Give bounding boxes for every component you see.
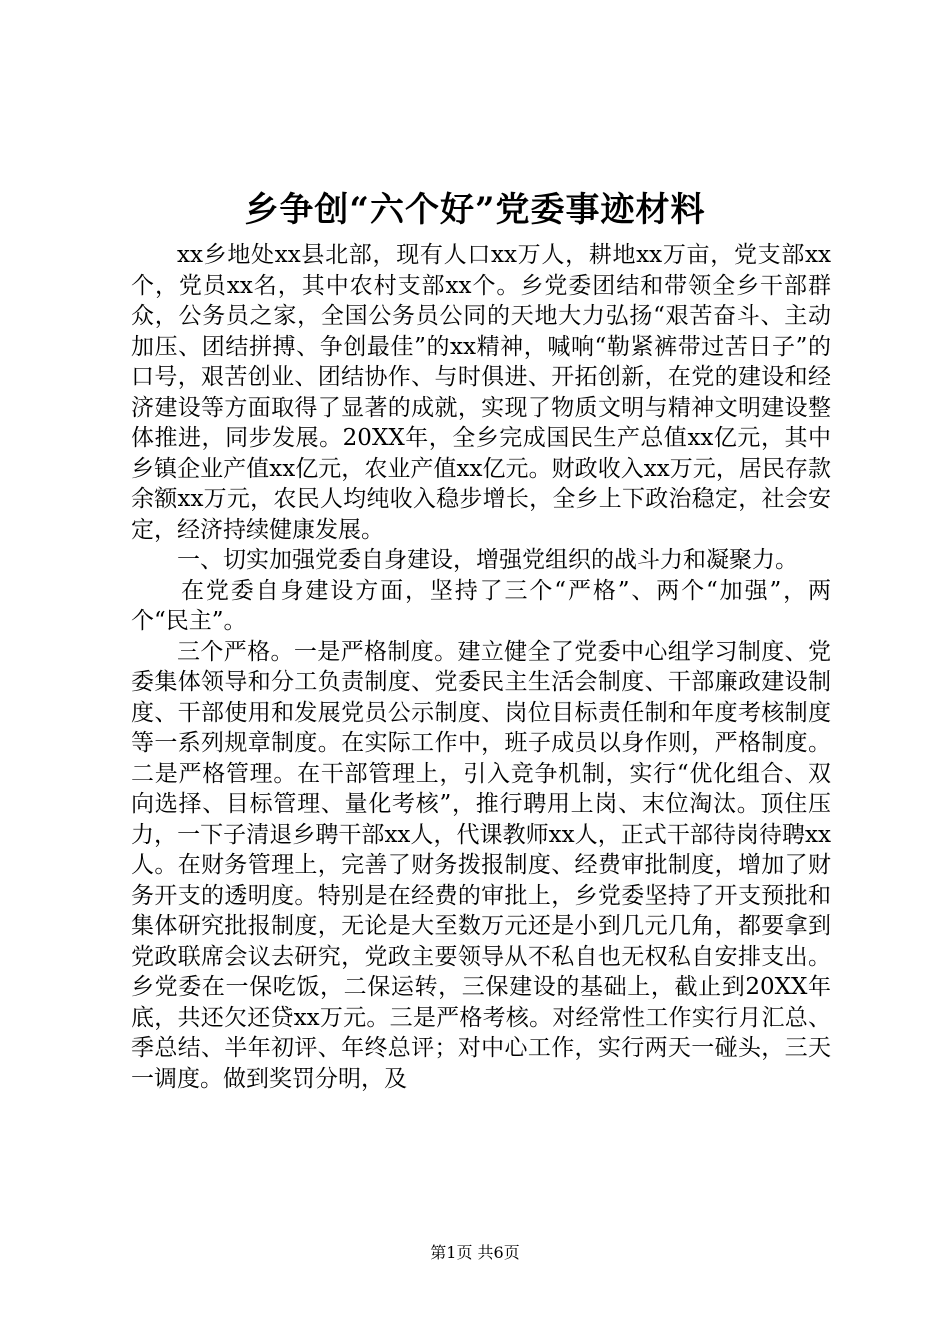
paragraph-section-heading: 一、切实加强党委自身建设，增强党组织的战斗力和凝聚力。 [177,547,798,573]
document-title: 乡争创“六个好”党委事迹材料 [244,190,706,230]
paragraph-summary: 在党委自身建设方面，坚持了三个“严格”、两个“加强”，两个“民主”。 [131,577,831,634]
document-body [131,240,831,1094]
page-number-footer: 第1页 共6页 [430,1243,520,1262]
paragraph-three-strict: 三个严格。一是严格制度。建立健全了党委中心组学习制度、党委集体领导和分工负责制度、党委民主生活会制度、干部廉政建设制度、干部使用和发展党员公示制度、岗位目标责任制和年度考核制度等一系列规章制度。在实际工作中，班子成员以身作则，严格制度。二是严格管理。在干部管理上，引入竞争机制，实行“优化组合、双向选择、目标管理、量化考核”，推行聘用上岗、末位淘汰。顶住压力，一下子清退乡聘干部xx人，代课教师xx人，正式干部待岗待聘xx人。在财务管理上，完善了财务拨报制度、经费审批制度，增加了财务开支的透明度。特别是在经费的审批上，乡党委坚持了开支预批和集体研究批报制度，无论是大至数万元还是小到几元几角，都要拿到党政联席会议去研究，党政主要领导从不私自也无权私自安排支出。乡党委在一保吃饭，二保运转，三保建设的基础上，截止到20XX年底，共还欠还贷xx万元。三是严格考核。对经常性工作实行月汇总、季总结、半年初评、年终总评；对中心工作，实行两天一碰头，三天一调度。做到奖罚分明，及 [131,638,831,1092]
paragraph-intro: xx乡地处xx县北部，现有人口xx万人，耕地xx万亩，党支部xx个，党员xx名，其中农村支部xx个。乡党委团结和带领全乡干部群众，公务员之家，全国公务员公同的天地大力弘扬“艰苦奋斗、主动加压、团结拼搏、争创最佳”的xx精神，喊响“勒紧裤带过苦日子”的口号，艰苦创业、团结协作、与时俱进、开拓创新，在党的建设和经济建设等方面取得了显著的成就，实现了物质文明与精神文明建设整体推进，同步发展。20XX年，全乡完成国民生产总值xx亿元，其中乡镇企业产值xx亿元，农业产值xx亿元。财政收入xx万元，居民存款余额xx万元，农民人均纯收入稳步增长，全乡上下政治稳定，社会安定，经济持续健康发展。 [131,242,831,543]
